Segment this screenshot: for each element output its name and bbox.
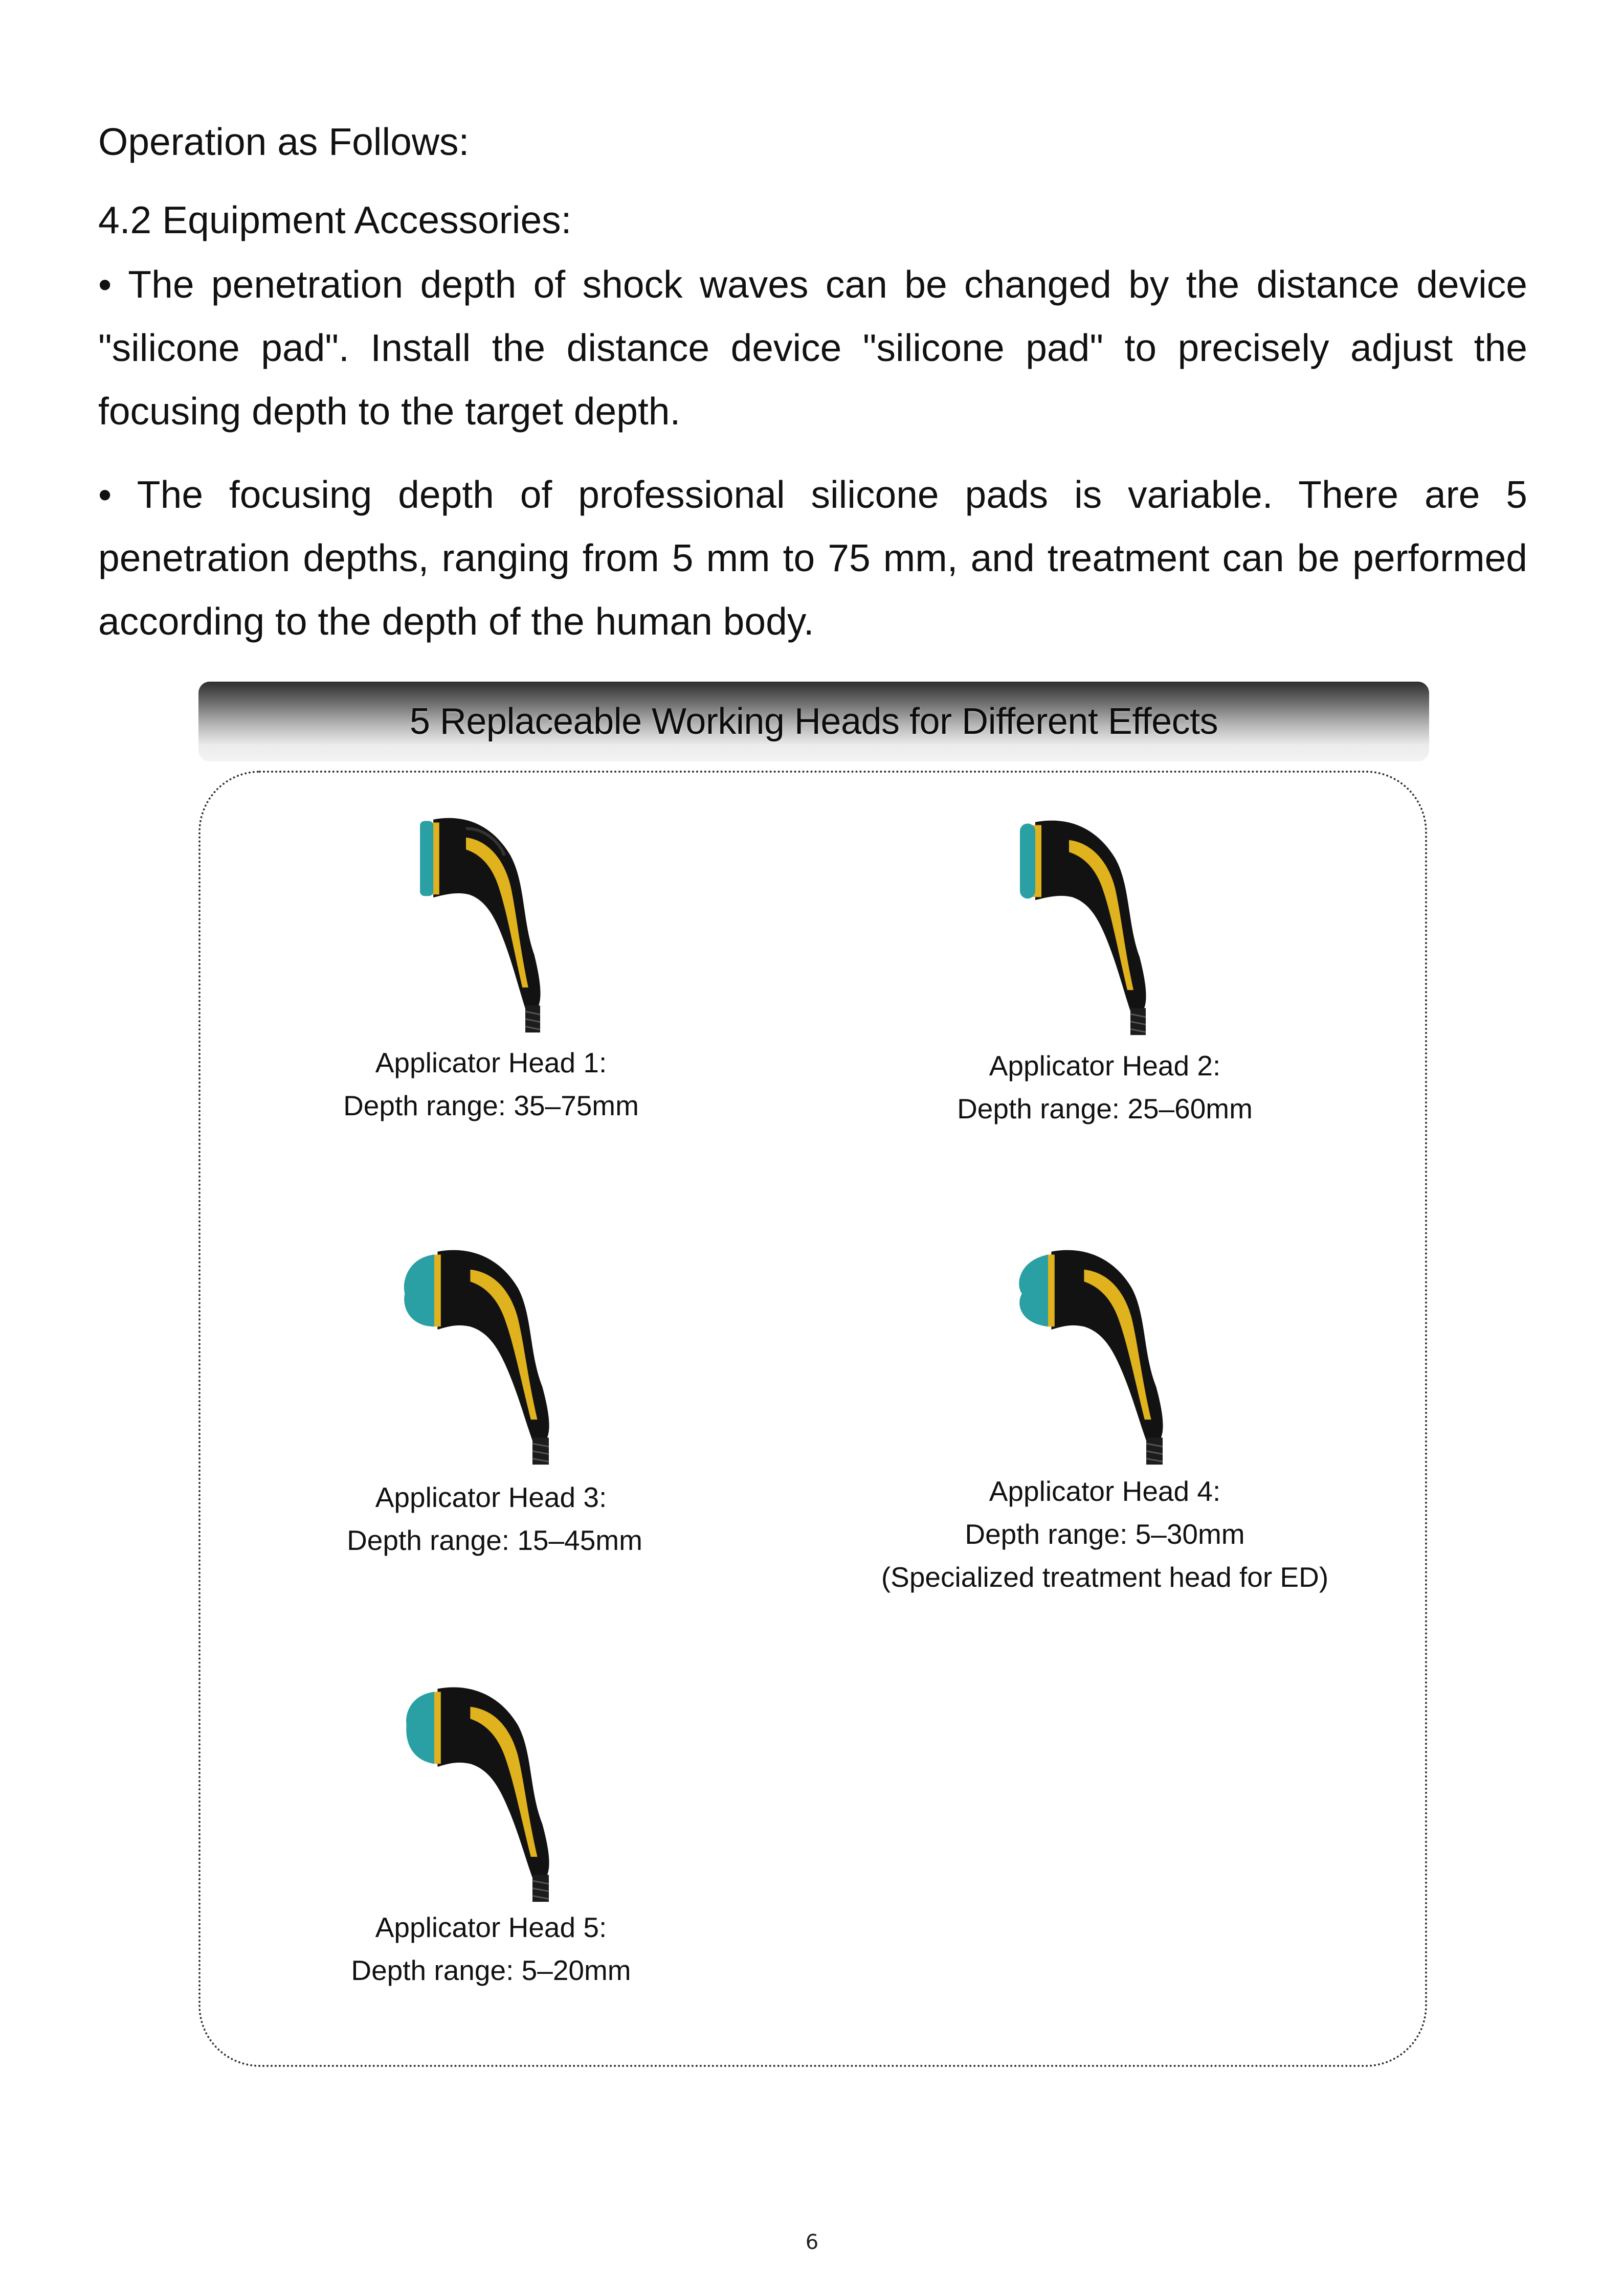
head-2-caption (900, 1044, 1309, 1130)
heads-banner (198, 682, 1429, 761)
paragraph-penetration-depth: • The penetration depth of shock waves can be changed by the distance device "silicone pad". Install the distance device "silicone pad" to precisely adjust the focusing depth to the target depth. (98, 263, 1527, 433)
applicator-head-1-image (407, 811, 555, 1036)
head-2-title: Applicator Head 2: (989, 1050, 1221, 1082)
head-3-depth: Depth range: 15–45mm (347, 1524, 642, 1556)
head-5-depth: Depth range: 5–20mm (351, 1954, 631, 1986)
head-1-caption (286, 1041, 696, 1127)
head-3-caption (286, 1476, 696, 1562)
head-2-depth: Depth range: 25–60mm (957, 1093, 1253, 1124)
head-4-note: (Specialized treatment head for ED) (881, 1561, 1329, 1593)
head-3-title: Applicator Head 3: (375, 1481, 607, 1513)
accessories-heading: 4.2 Equipment Accessories: (98, 198, 572, 241)
heads-panel (198, 771, 1427, 2067)
banner-title: 5 Replaceable Working Heads for Different Effects (409, 701, 1218, 742)
page-number: 6 (805, 2231, 819, 2254)
head-1-title: Applicator Head 1: (375, 1047, 607, 1078)
head-4-title: Applicator Head 4: (989, 1475, 1221, 1507)
applicator-head-5-image (402, 1680, 565, 1905)
head-1-depth: Depth range: 35–75mm (343, 1090, 639, 1121)
head-5-caption (286, 1906, 696, 1992)
applicator-head-4-image (1015, 1243, 1179, 1468)
applicator-head-3-image (402, 1243, 565, 1468)
paragraph-focusing-depth: • The focusing depth of professional silicone pads is variable. There are 5 penetration depths, ranging from 5 mm to 75 mm, and treatment can be performed according to the depth of the human body. (98, 473, 1527, 643)
head-5-title: Applicator Head 5: (375, 1911, 607, 1943)
head-4-depth: Depth range: 5–30mm (965, 1518, 1245, 1550)
head-4-caption (849, 1470, 1361, 1599)
operation-heading: Operation as Follows: (98, 120, 470, 163)
applicator-head-2-image (1008, 813, 1161, 1038)
